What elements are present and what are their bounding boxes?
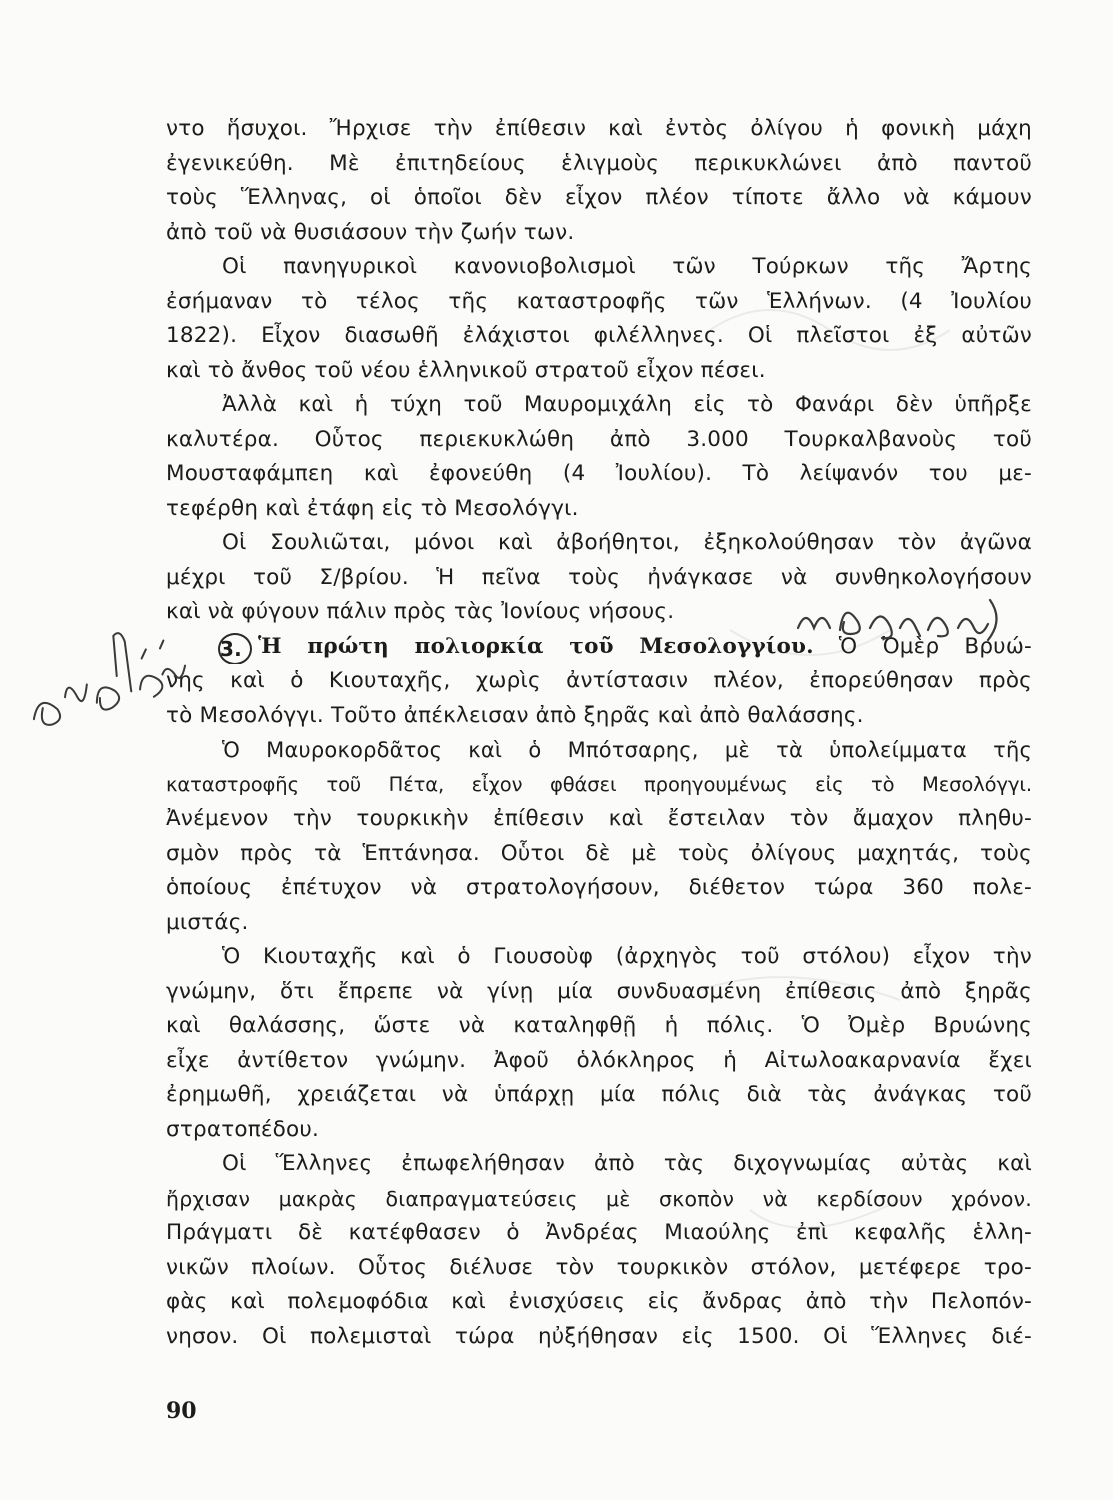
section-number-circled: 3.	[218, 633, 252, 665]
text-line: μέχρι τοῦ Σ/βρίου. Ἡ πεῖνα τοὺς ἠνάγκασε νὰ συνθηκολογήσουν	[166, 564, 1032, 590]
text-line: φὰς καὶ πολεμοφόδια καὶ ἐνισχύσεις εἰς ἄνδρας ἀπὸ τὴν Πελοπόν-	[166, 1289, 1032, 1314]
text-line: ἐσήμαναν τὸ τέλος τῆς καταστροφῆς τῶν Ἑλλήνων. (4 Ἰουλίου	[166, 288, 1032, 314]
text-line: Ἀλλὰ καὶ ἡ τύχη τοῦ Μαυρομιχάλη εἰς τὸ Φανάρι δὲν ὑπῆρξε	[222, 392, 1032, 417]
text-line: ἤρχισαν μακρὰς διαπραγματεύσεις μὲ σκοπὸν νὰ κερδίσουν χρόνον.	[166, 1186, 1032, 1211]
text-line: Οἱ Σουλιῶται, μόνοι καὶ ἀβοήθητοι, ἐξηκολούθησαν τὸν ἀγῶνα	[222, 530, 1032, 555]
text-line: καὶ νὰ φύγουν πάλιν πρὸς τὰς Ἰονίους νήσους.	[166, 599, 675, 624]
text-line: Πράγματι δὲ κατέφθασεν ὁ Ἀνδρέας Μιαούλης ἐπὶ κεφαλῆς ἑλλη-	[166, 1220, 1032, 1245]
text-column	[166, 112, 1032, 1354]
text-line: εἶχε ἀντίθετον γνώμην. Ἀφοῦ ὁλόκληρος ἡ Αἰτωλοακαρνανία ἔχει	[166, 1047, 1032, 1073]
text-line: τεφέρθη καὶ ἐτάφη εἰς τὸ Μεσολόγγι.	[166, 495, 579, 521]
text-line: καταστροφῆς τοῦ Πέτα, εἶχον φθάσει προηγουμένως εἰς τὸ Μεσολόγγι.	[166, 772, 1032, 796]
text-line: Ὁ Ὀμὲρ Βρυώ-	[838, 633, 1032, 659]
page-number: 90	[166, 1398, 197, 1424]
text-line: σμὸν πρὸς τὰ Ἑπτάνησα. Οὗτοι δὲ μὲ τοὺς ὀλίγους μαχητάς, τοὺς	[166, 840, 1032, 866]
text-line: νικῶν πλοίων. Οὗτος διέλυσε τὸν τουρκικὸν στόλον, μετέφερε τρο-	[166, 1254, 1032, 1280]
text-line: Ὁ Κιουταχῆς καὶ ὁ Γιουσοὺφ (ἀρχηγὸς τοῦ στόλου) εἶχον τὴν	[222, 944, 1032, 969]
text-line: στρατοπέδου.	[166, 1116, 320, 1142]
text-line: μιστάς.	[166, 909, 249, 935]
text-line: ἐγενικεύθη. Μὲ ἐπιτηδείους ἑλιγμοὺς περικυκλώνει ἀπὸ παντοῦ	[166, 150, 1032, 176]
text-line: καὶ θαλάσσης, ὥστε νὰ καταληφθῇ ἡ πόλις. Ὁ Ὀμὲρ Βρυώνης	[166, 1013, 1032, 1038]
text-line: νησον. Οἱ πολεμισταὶ τώρα ηὐξήθησαν εἰς 1500. Οἱ Ἕλληνες διέ-	[166, 1323, 1032, 1349]
text-line: Οἱ πανηγυρικοὶ κανονιοβολισμοὶ τῶν Τούρκων τῆς Ἄρτης	[222, 254, 1032, 279]
text-line: ὁποίους ἐπέτυχον νὰ στρατολογήσουν, διέθετον τώρα 360 πολε-	[166, 875, 1032, 900]
text-line: τὸ Μεσολόγγι. Τοῦτο ἀπέκλεισαν ἀπὸ ξηρᾶς καὶ ἀπὸ θαλάσσης.	[166, 702, 864, 728]
margin-handwriting-note	[18, 608, 198, 758]
text-line: νης καὶ ὁ Κιουταχῆς, χωρὶς ἀντίστασιν πλέον, ἐπορεύθησαν πρὸς	[166, 668, 1032, 693]
text-line: τοὺς Ἕλληνας, οἱ ὁποῖοι δὲν εἶχον πλέον τίποτε ἄλλο νὰ κάμουν	[166, 185, 1032, 210]
text-line: 1822). Εἶχον διασωθῆ ἐλάχιστοι φιλέλληνες. Οἱ πλεῖστοι ἐξ αὐτῶν	[166, 323, 1032, 348]
text-line: Μουσταφάμπεη καὶ ἐφονεύθη (4 Ἰουλίου). Τὸ λείψανόν του με-	[166, 461, 1032, 486]
text-line: καλυτέρα. Οὗτος περιεκυκλώθη ἀπὸ 3.000 Τουρκαλβανοὺς τοῦ	[166, 426, 1032, 452]
text-line: Οἱ Ἕλληνες ἐπωφελήθησαν ἀπὸ τὰς διχογνωμίας αὐτὰς καὶ	[222, 1151, 1032, 1176]
text-line: Ἀνέμενον τὴν τουρκικὴν ἐπίθεσιν καὶ ἔστειλαν τὸν ἄμαχον πληθυ-	[166, 806, 1032, 831]
text-line: γνώμην, ὅτι ἔπρεπε νὰ γίνῃ μία συνδυασμένη ἐπίθεσις ἀπὸ ξηρᾶς	[166, 978, 1032, 1004]
text-line: καὶ τὸ ἄνθος τοῦ νέου ἑλληνικοῦ στρατοῦ εἶχον πέσει.	[166, 357, 766, 383]
section-heading: Ἡ πρώτη πολιορκία τοῦ Μεσολογγίου.	[258, 633, 814, 659]
text-line: ἀπὸ τοῦ νὰ θυσιάσουν τὴν ζωήν των.	[166, 219, 575, 245]
inline-handwriting-note	[790, 588, 1010, 648]
text-line: Ὁ Μαυροκορδᾶτος καὶ ὁ Μπότσαρης, μὲ τὰ ὑπολείμματα τῆς	[222, 738, 1032, 762]
text-line: ἐρημωθῆ, χρειάζεται νὰ ὑπάρχῃ μία πόλις διὰ τὰς ἀνάγκας τοῦ	[166, 1082, 1032, 1107]
text-line: ντο ἥσυχοι. Ἤρχισε τὴν ἐπίθεσιν καὶ ἐντὸς ὀλίγου ἡ φονικὴ μάχη	[166, 116, 1032, 141]
